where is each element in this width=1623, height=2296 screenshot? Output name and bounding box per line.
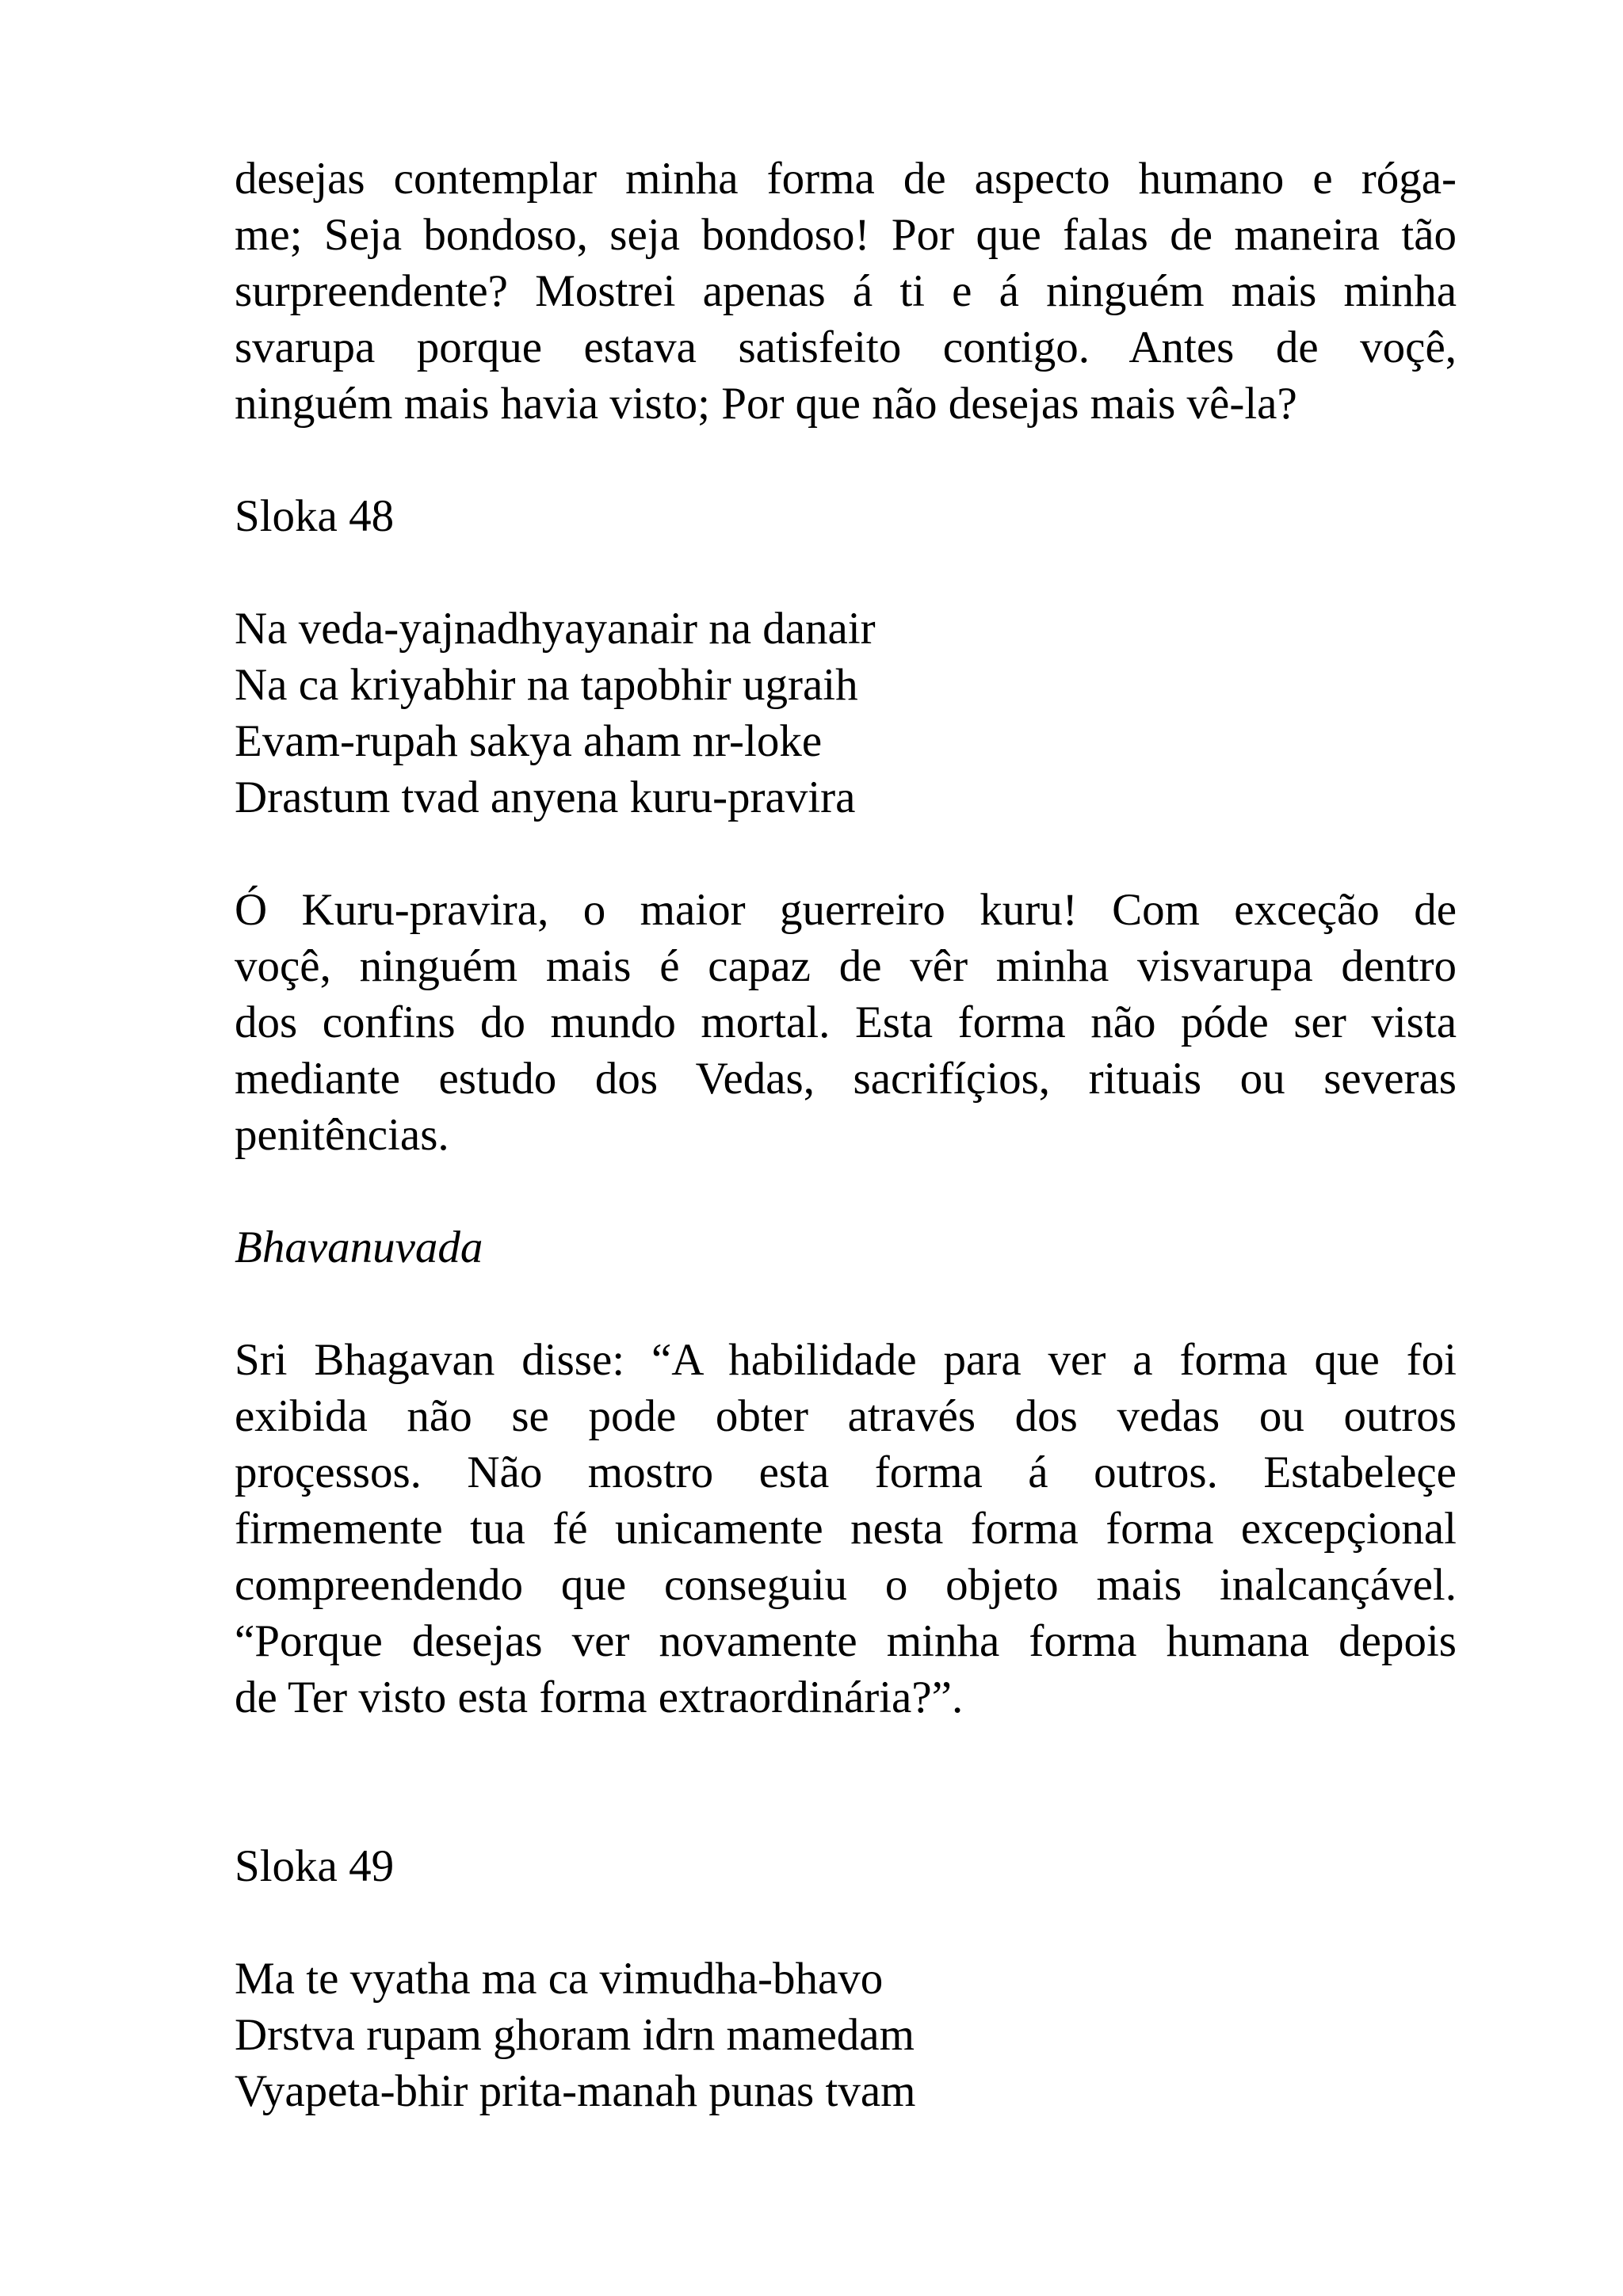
text-line: firmemente tua fé unicamente nesta forma forma excepçional	[235, 1504, 1457, 1554]
bhavanuvada-paragraph	[235, 1332, 1457, 1726]
bhavanuvada-heading: Bhavanuvada	[235, 1222, 483, 1272]
text-line: Sri Bhagavan disse: “A habilidade para ver a forma que foi	[235, 1335, 1457, 1385]
sloka-48-verse	[235, 601, 1457, 826]
text-line: surpreendente? Mostrei apenas á ti e á ninguém mais minha	[235, 266, 1457, 316]
sloka-48-heading: Sloka 48	[235, 491, 395, 541]
text-line: dos confins do mundo mortal. Esta forma não póde ser vista	[235, 997, 1457, 1047]
verse-line: Evam-rupah sakya aham nr-loke	[235, 716, 823, 766]
sloka-49-verse	[235, 1951, 1457, 2119]
text-line: compreendendo que conseguiu o objeto mais inalcançável.	[235, 1560, 1457, 1610]
text-line: desejas contemplar minha forma de aspecto humano e róga-	[235, 154, 1457, 204]
verse-line: Vyapeta-bhir prita-manah punas tvam	[235, 2066, 916, 2116]
verse-line: Drastum tvad anyena kuru-pravira	[235, 772, 856, 822]
verse-line: Drstva rupam ghoram idrn mamedam	[235, 2010, 915, 2060]
text-line: penitências.	[235, 1110, 449, 1160]
text-line: svarupa porque estava satisfeito contigo. Antes de voçê,	[235, 322, 1457, 372]
paragraph-intro	[235, 151, 1457, 432]
text-line: ninguém mais havia visto; Por que não desejas mais vê-la?	[235, 379, 1297, 429]
page-content	[235, 151, 1457, 2119]
text-line: “Porque desejas ver novamente minha forma humana depois	[235, 1616, 1457, 1666]
verse-line: Ma te vyatha ma ca vimudha-bhavo	[235, 1954, 884, 2004]
text-line: Ó Kuru-pravira, o maior guerreiro kuru! Com exceção de	[235, 885, 1457, 935]
sloka-48-translation	[235, 882, 1457, 1163]
sloka-49-heading: Sloka 49	[235, 1841, 395, 1891]
text-line: voçê, ninguém mais é capaz de vêr minha visvarupa dentro	[235, 941, 1457, 991]
text-line: me; Seja bondoso, seja bondoso! Por que falas de maneira tão	[235, 210, 1457, 260]
verse-line: Na veda-yajnadhyayanair na danair	[235, 604, 876, 654]
text-line: mediante estudo dos Vedas, sacrifíçios, rituais ou severas	[235, 1054, 1457, 1104]
text-line: de Ter visto esta forma extraordinária?”.	[235, 1672, 964, 1722]
verse-line: Na ca kriyabhir na tapobhir ugraih	[235, 660, 858, 710]
text-line: exibida não se pode obter através dos vedas ou outros	[235, 1391, 1457, 1441]
text-line: proçessos. Não mostro esta forma á outros. Estabeleçe	[235, 1447, 1457, 1497]
